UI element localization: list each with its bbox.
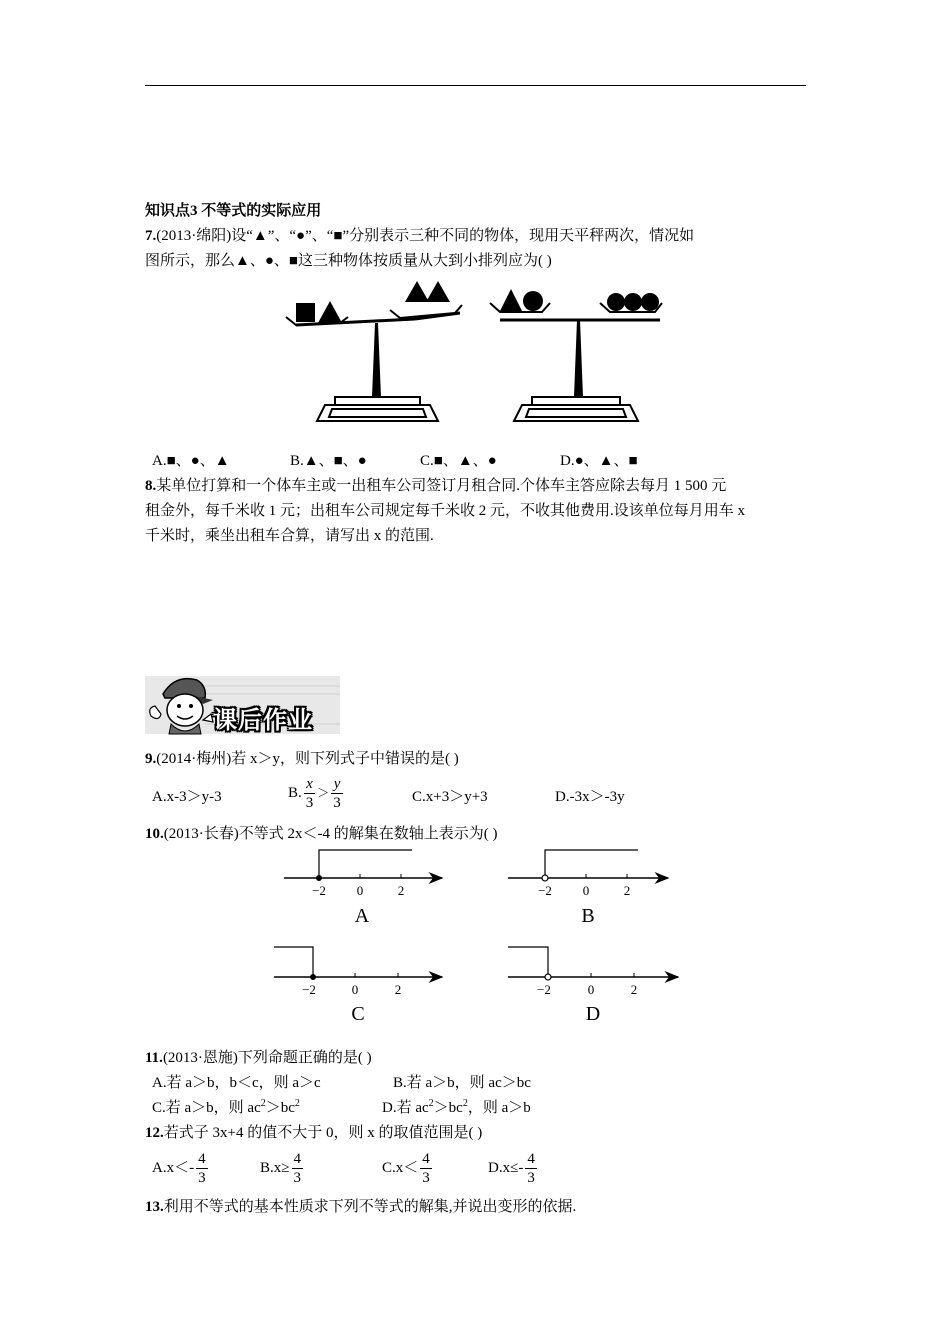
triangle-icon	[500, 289, 522, 311]
superscript: 2	[294, 1098, 300, 1109]
q12-option-c[interactable]	[382, 1150, 434, 1187]
q11-option-a[interactable]: A.若 a＞b，b＜c，则 a＞c	[152, 1075, 321, 1091]
q12-option-a-label: A.x＜-	[152, 1159, 195, 1176]
q11-text: (2013·恩施)下列命题正确的是( )	[162, 1050, 372, 1066]
number-line-b[interactable]	[508, 850, 668, 927]
tick-label: 0	[587, 982, 595, 997]
q12-number: 12.	[145, 1125, 164, 1141]
q7-option-d[interactable]: D.●、▲、■	[560, 453, 638, 469]
q11-line	[145, 1047, 372, 1069]
tick-label: 2	[394, 982, 402, 997]
tick-label: 0	[582, 883, 590, 898]
q9-option-b-label: B.	[288, 784, 302, 801]
panel-label-b: B	[581, 905, 595, 927]
q12-option-d[interactable]	[488, 1150, 539, 1187]
balance-left	[286, 305, 462, 421]
q11-option-c[interactable]	[152, 1097, 300, 1119]
solid-dot	[310, 974, 316, 980]
q10-number: 10.	[145, 826, 164, 842]
q12-line	[145, 1122, 482, 1144]
q11-number: 11.	[145, 1050, 163, 1066]
superscript: 2	[462, 1098, 468, 1109]
number-line-d[interactable]	[508, 947, 678, 1025]
circle-icon	[624, 293, 642, 311]
hollow-dot	[542, 875, 548, 881]
q8-line3: 千米时，乘坐出租车合算，请写出 x 的范围.	[145, 528, 434, 544]
number-line-figures	[270, 845, 690, 1030]
fraction-4-over-3	[420, 1150, 432, 1187]
circle-icon	[523, 291, 543, 311]
q7-option-c[interactable]: C.■、▲、●	[420, 453, 497, 469]
q12-text: 若式子 3x+4 的值不大于 0，则 x 的取值范围是( )	[163, 1125, 483, 1141]
fraction-y-over-3	[331, 775, 343, 812]
frac-den: 3	[422, 1170, 430, 1186]
q11-option-d-part3: ，则 a＞b	[467, 1100, 531, 1116]
tick-label: −2	[538, 883, 552, 898]
tick-label: 2	[630, 982, 638, 997]
q9-option-d[interactable]: D.-3x＞-3y	[555, 789, 625, 805]
q11-option-d-part1: D.若 ac	[382, 1100, 429, 1116]
fraction-4-over-3	[196, 1150, 208, 1187]
q11-option-c-part2: ＞bc	[265, 1100, 295, 1116]
frac-den: 3	[293, 1170, 301, 1186]
q13-line	[145, 1196, 576, 1218]
left-pan-square-triangle	[296, 301, 342, 323]
fraction-4-over-3	[292, 1150, 304, 1187]
q7-line2: 图所示，那么▲、●、■这三种物体按质量从大到小排列应为( )	[145, 253, 552, 269]
tick-label: −2	[537, 982, 551, 997]
q11-option-d[interactable]	[382, 1097, 531, 1119]
q10-text: (2013·长春)不等式 2x＜-4 的解集在数轴上表示为( )	[163, 826, 498, 842]
q8-line2: 租金外，每千米收 1 元；出租车公司规定每千米收 2 元，不收其他费用.设该单位每月用车 x	[145, 503, 746, 519]
q11-option-d-part2: ＞bc	[433, 1100, 463, 1116]
superscript: 2	[428, 1098, 434, 1109]
triangle-icon	[405, 281, 429, 302]
frac-num: 4	[198, 1151, 206, 1167]
q9-option-a[interactable]: A.x-3＞y-3	[152, 789, 222, 805]
q8-text1: 某单位打算和一个体车主或一出租车公司签订月租合同.个体车主答应除去每月 1 500 元	[156, 478, 727, 494]
superscript: 2	[260, 1098, 266, 1109]
square-icon	[296, 303, 315, 322]
q12-option-a[interactable]	[152, 1150, 210, 1187]
q12-option-d-label: D.x≤-	[488, 1159, 524, 1176]
tick-label: 2	[397, 883, 405, 898]
q7-option-a[interactable]: A.■、●、▲	[152, 453, 230, 469]
triangle-icon	[318, 301, 342, 323]
badge-title: 课后作业	[213, 706, 313, 734]
tick-label: −2	[312, 883, 326, 898]
number-line-a[interactable]	[284, 850, 442, 927]
q8-number: 8.	[145, 478, 157, 494]
solid-dot	[316, 875, 322, 881]
q9-number: 9.	[145, 751, 157, 767]
tick-label: 2	[623, 883, 631, 898]
q13-text: 利用不等式的基本性质求下列不等式的解集,并说出变形的依据.	[163, 1199, 577, 1215]
right-right-pan-three-circles	[607, 293, 659, 311]
triangle-icon	[426, 281, 450, 302]
q7-option-b[interactable]: B.▲、■、●	[290, 453, 367, 469]
frac-num: x	[304, 775, 316, 794]
tick-label: 0	[351, 982, 359, 997]
q11-option-c-part1: C.若 a＞b，则 ac	[152, 1100, 261, 1116]
panel-label-c: C	[351, 1003, 365, 1025]
frac-num: y	[331, 775, 343, 794]
panel-label-a: A	[354, 905, 370, 927]
homework-badge	[145, 672, 345, 738]
q9-line	[145, 748, 459, 770]
q9-option-b-rel: ＞	[317, 785, 330, 800]
q9-text: (2014·梅州)若 x＞y，则下列式子中错误的是( )	[156, 751, 459, 767]
section-heading: 知识点3 不等式的实际应用	[145, 203, 322, 219]
balance-right	[490, 303, 662, 421]
frac-num: 4	[527, 1151, 535, 1167]
hollow-dot	[545, 974, 551, 980]
q13-number: 13.	[145, 1199, 164, 1215]
number-line-c[interactable]	[274, 947, 442, 1025]
frac-num: 4	[293, 1151, 301, 1167]
frac-den: 3	[333, 795, 341, 811]
q12-option-c-label: C.x＜	[382, 1159, 419, 1176]
q8-line1	[145, 475, 726, 497]
panel-label-d: D	[585, 1003, 601, 1025]
q12-option-b[interactable]	[260, 1150, 305, 1187]
circle-icon	[641, 293, 659, 311]
balance-figures	[280, 275, 680, 430]
q10-line	[145, 823, 497, 845]
header-rule	[145, 85, 806, 86]
fraction-x-over-3	[304, 775, 316, 812]
frac-den: 3	[305, 795, 314, 811]
fraction-4-over-3	[525, 1150, 537, 1187]
q12-option-b-label: B.x≥	[260, 1159, 290, 1176]
q9-option-b[interactable]	[288, 775, 345, 812]
frac-den: 3	[527, 1170, 535, 1186]
frac-num: 4	[422, 1151, 430, 1167]
q11-option-b[interactable]: B.若 a＞b，则 ac＞bc	[393, 1075, 531, 1091]
q9-option-c[interactable]: C.x+3＞y+3	[412, 789, 488, 805]
tick-label: −2	[302, 982, 316, 997]
q7-text1: (2013·绵阳)设“▲”、“●”、“■”分别表示三种不同的物体，现用天平秤两次，情况如	[156, 228, 695, 244]
q7-number: 7.	[145, 228, 157, 244]
q7-line1	[145, 225, 694, 247]
right-left-pan-triangle-circle	[500, 289, 543, 311]
circle-icon	[607, 293, 625, 311]
right-pan-two-triangles	[405, 281, 450, 302]
frac-den: 3	[198, 1170, 206, 1186]
tick-label: 0	[356, 883, 364, 898]
